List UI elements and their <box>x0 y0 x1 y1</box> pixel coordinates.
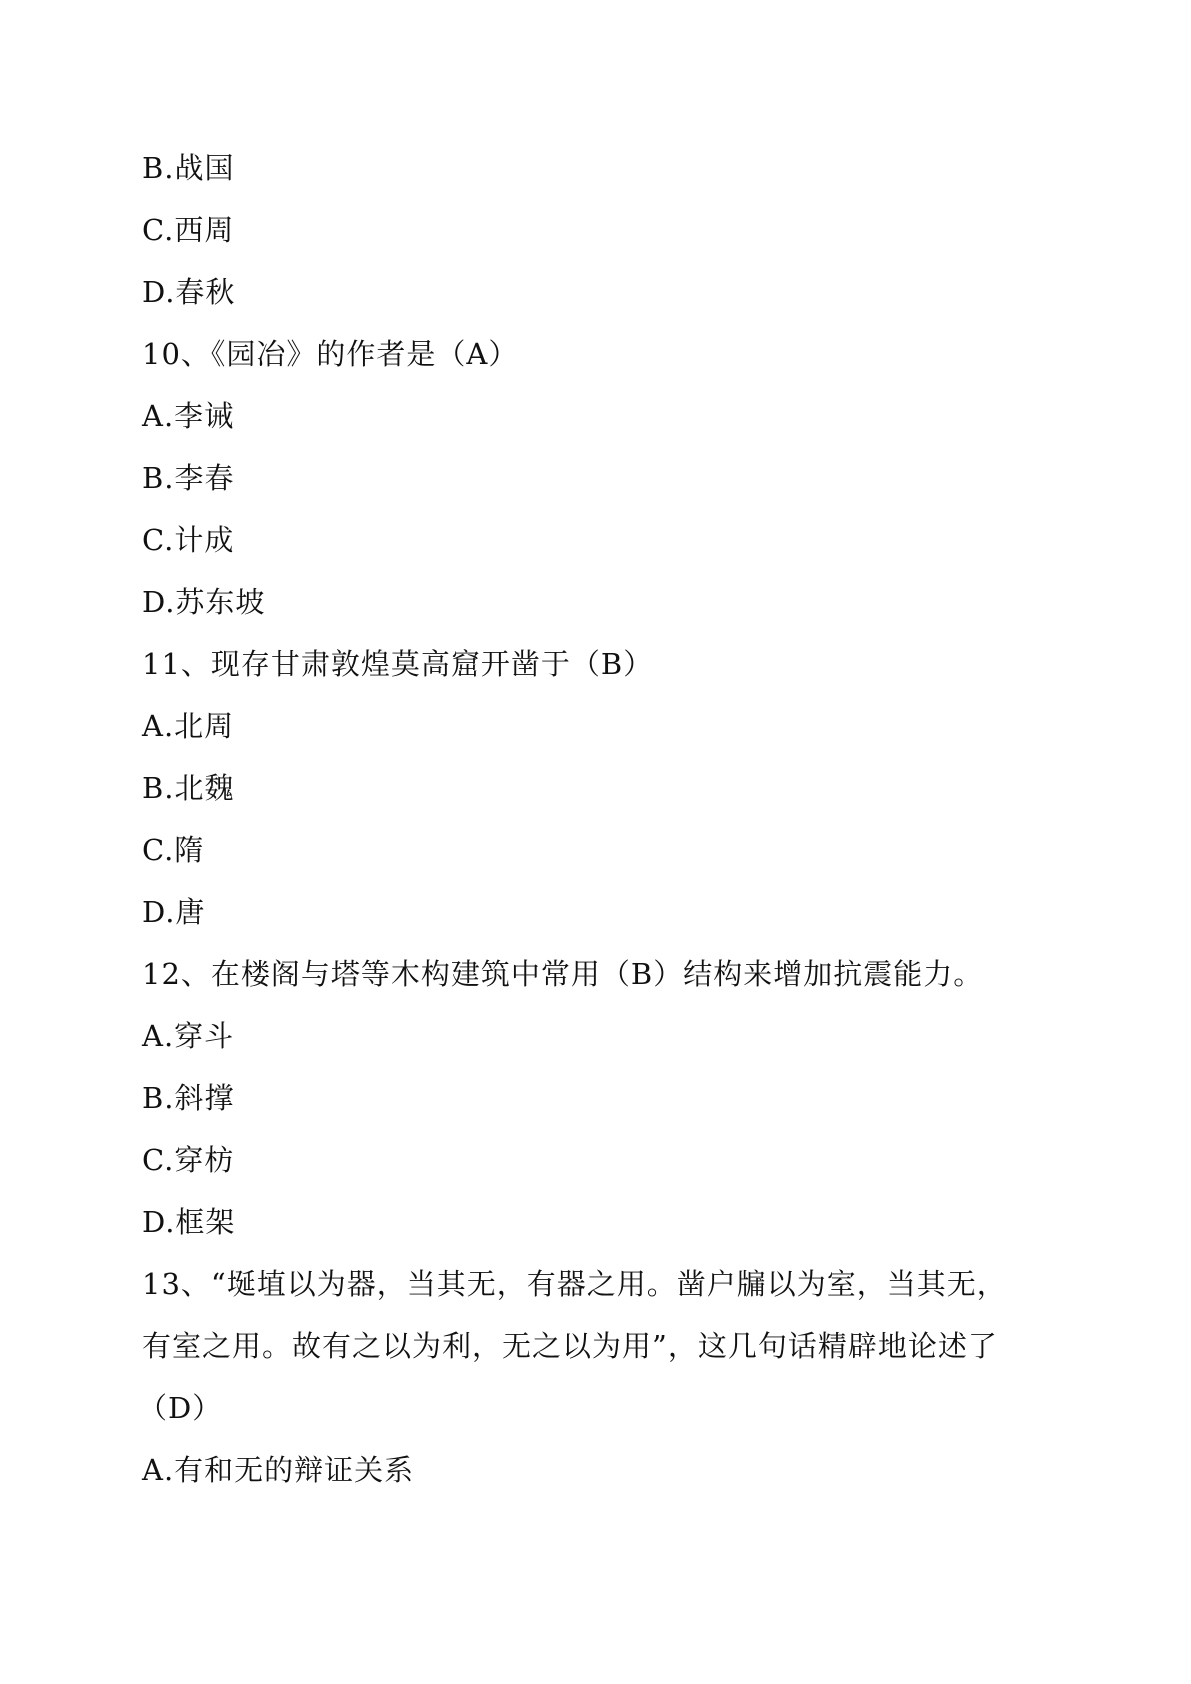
option-d-q10: D.苏东坡 <box>142 585 266 619</box>
option-c-q12: C.穿枋 <box>142 1143 235 1177</box>
option-c-q10: C.计成 <box>142 523 235 557</box>
option-b-q9: B.战国 <box>142 151 235 185</box>
question-13-line-1: 13、“埏埴以为器，当其无，有器之用。凿户牖以为室，当其无， <box>142 1267 1007 1301</box>
option-d-q12: D.框架 <box>142 1205 236 1239</box>
question-13-line-2: 有室之用。故有之以为利，无之以为用”，这几句话精辟地论述了 <box>142 1329 998 1363</box>
option-a-q11: A.北周 <box>142 709 235 743</box>
question-12: 12、在楼阁与塔等木构建筑中常用（B）结构来增加抗震能力。 <box>142 957 984 991</box>
option-d-q9: D.春秋 <box>142 275 236 309</box>
option-b-q11: B.北魏 <box>142 771 235 805</box>
option-a-q10: A.李诫 <box>142 399 235 433</box>
question-10: 10、《园冶》的作者是（A） <box>142 337 519 371</box>
option-b-q12: B.斜撑 <box>142 1081 235 1115</box>
option-c-q11: C.隋 <box>142 833 205 867</box>
option-b-q10: B.李春 <box>142 461 235 495</box>
option-d-q11: D.唐 <box>142 895 206 929</box>
option-a-q12: A.穿斗 <box>142 1019 235 1053</box>
question-11: 11、现存甘肃敦煌莫高窟开凿于（B） <box>142 647 654 681</box>
option-c-q9: C.西周 <box>142 213 235 247</box>
option-a-q13: A.有和无的辩证关系 <box>142 1453 415 1487</box>
question-13-answer: （D） <box>138 1391 223 1425</box>
